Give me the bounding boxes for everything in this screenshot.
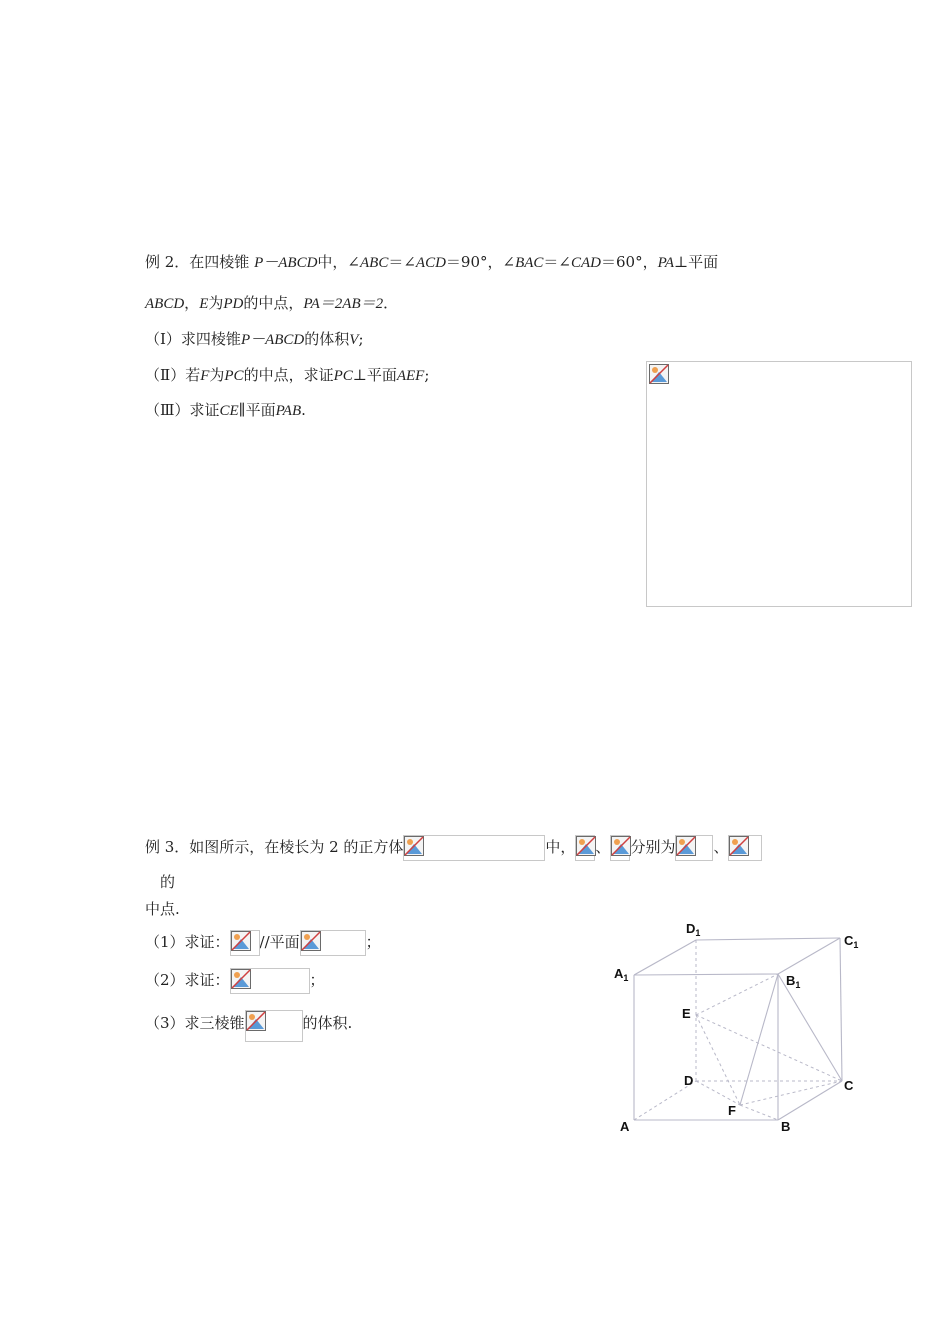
ex2-figure-placeholder — [646, 361, 912, 607]
formula-edge-1-placeholder — [675, 835, 713, 861]
edge-a1-d1 — [634, 940, 696, 975]
label-a: A — [620, 1119, 630, 1134]
broken-image-icon — [246, 1011, 266, 1031]
formula-q3-placeholder — [245, 1010, 303, 1042]
formula-edge-2-placeholder — [728, 835, 762, 861]
label-e: E — [682, 1006, 691, 1021]
edge-b1-c — [778, 974, 842, 1081]
formula-point-f-placeholder — [610, 835, 630, 861]
label-f: F — [728, 1103, 736, 1118]
formula-point-e-placeholder — [575, 835, 595, 861]
edge-f-b — [740, 1105, 778, 1120]
ex2-question-1: （Ⅰ）求四棱锥P－ABCD的体积V; — [145, 330, 364, 348]
broken-image-icon — [576, 836, 596, 856]
edge-f-c — [740, 1081, 842, 1105]
edge-a1-b1 — [634, 974, 778, 975]
ex3-question-2: （2）求证： ； — [145, 967, 325, 994]
formula-q1-plane-placeholder — [300, 930, 366, 956]
broken-image-icon — [676, 836, 696, 856]
ex2-line-2: ABCD，E为PD的中点，PA＝2AB＝2． — [145, 294, 399, 312]
ex3-question-1: （1）求证： //平面 ； — [145, 929, 381, 956]
edge-b1-f — [740, 974, 778, 1105]
ex3-question-3: （3）求三棱锥 的体积. — [145, 1010, 352, 1042]
ex3-line-1-tail: 的 — [160, 873, 176, 891]
edge-b1-c1 — [778, 938, 840, 974]
broken-image-icon — [231, 931, 251, 951]
edge-e-f — [696, 1015, 740, 1105]
label-d: D — [684, 1073, 694, 1088]
broken-image-icon — [611, 836, 631, 856]
broken-image-icon — [729, 836, 749, 856]
formula-cube-placeholder — [403, 835, 545, 861]
label-b: B — [781, 1119, 791, 1134]
edge-d1-c1 — [696, 938, 840, 940]
edge-d-f — [696, 1081, 740, 1105]
ex3-line-1: 例 3．如图所示，在棱长为 2 的正方体 中， 、 分别为 、 — [145, 834, 762, 861]
broken-image-icon — [649, 364, 669, 384]
cube-figure — [600, 915, 880, 1145]
ex2-line-1: 例 2．在四棱锥 P－ABCD中，∠ABC＝∠ACD＝90°，∠BAC＝∠CAD＝60°，PA⊥平面 — [145, 253, 719, 271]
edge-c1-c — [840, 938, 842, 1081]
edge-e-c — [696, 1015, 842, 1081]
broken-image-icon — [301, 931, 321, 951]
formula-q1-line-placeholder — [230, 930, 260, 956]
broken-image-icon — [404, 836, 424, 856]
edge-e-b1 — [696, 974, 778, 1015]
ex3-line-2: 中点. — [145, 900, 180, 918]
label-c: C — [844, 1078, 854, 1093]
ex2-question-2: （Ⅱ）若F为PC的中点，求证PC⊥平面AEF; — [145, 366, 430, 384]
label-c1: $C_1$ — [844, 933, 859, 950]
label-a1: $A_1$ — [614, 966, 629, 983]
label-b1: $B_1$ — [786, 973, 801, 990]
formula-q2-placeholder — [230, 968, 310, 994]
label-d1: $D_1$ — [686, 921, 701, 938]
ex2-question-3: （Ⅲ）求证CE∥平面PAB. — [145, 401, 306, 419]
broken-image-icon — [231, 969, 251, 989]
edge-b-c — [778, 1081, 842, 1120]
